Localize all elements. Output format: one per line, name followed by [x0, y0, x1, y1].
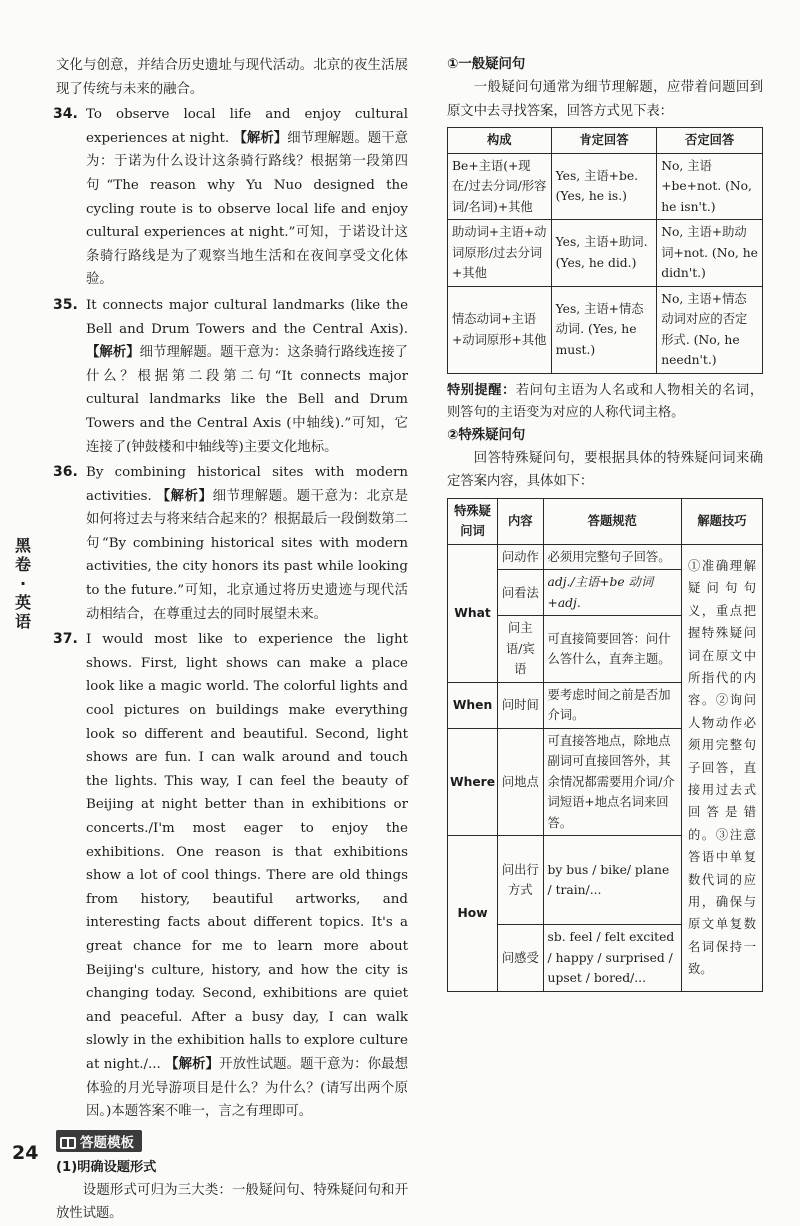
table-cell: Yes, 主语+be. (Yes, he is.) — [551, 153, 657, 220]
table-cell: 可直接答地点，除地点副词可直接回答外，其余情况都需要用介词/介词短语+地点名词来回答。 — [543, 728, 681, 836]
analysis-tag: 【解析】 — [86, 344, 140, 361]
table-cell: 可直接简要回答：问什么答什么，直奔主题。 — [543, 616, 681, 683]
table-header-row — [448, 128, 763, 154]
table-cell: 必须用完整句子回答。 — [543, 544, 681, 570]
question-word-what: What — [448, 544, 498, 682]
section-text: 回答特殊疑问句，要根据具体的特殊疑问词来确定答案内容，具体如下： — [447, 450, 763, 490]
table-cell: 问动作 — [498, 544, 543, 570]
question-word-how: How — [448, 836, 498, 991]
table-row — [448, 220, 763, 287]
general-question-table — [447, 127, 763, 374]
table-cell: adj./主语+be 动词+adj. — [543, 570, 681, 616]
table-header: 否定回答 — [657, 128, 763, 154]
analysis-text: 细节理解题。题干意为：这条骑行路线连接了什么？根据第二段第二句“It connects major cultural landmarks like the Bell and Drum Towers and the Central Axis (中轴线).”可知，它连接了(钟鼓楼和中轴线等)主要文化地标。 — [86, 345, 408, 455]
table-cell: 问时间 — [498, 682, 543, 728]
table-cell: No, 主语+be+not. (No, he isn't.) — [657, 153, 763, 220]
analysis-tag: 【解析】 — [156, 487, 213, 504]
special-note — [447, 380, 763, 425]
section-text: 一般疑问句通常为细节理解题，应带着问题回到原文中去寻找答案，回答方式见下表： — [447, 80, 763, 119]
table-cell: Yes, 主语+助词. (Yes, he did.) — [551, 220, 657, 287]
template-heading — [56, 1130, 142, 1152]
analysis-text: 细节理解题。题干意为：于诺为什么设计这条骑行路线？根据第一段第四句“The reason why Yu Nuo designed the cycling route is to observe local life and enjoy cultural experiences at night.”可知，于诺设计这条骑行路线是为了观察当地生活和在夜间享受文化体验。 — [86, 130, 409, 288]
analysis-tag: 【解析】 — [233, 129, 288, 146]
table-cell: 问出行方式 — [498, 836, 543, 925]
table-header: 答题规范 — [543, 498, 681, 544]
answer-text: To observe local life and enjoy cultural experiences at night. — [86, 107, 408, 146]
analysis-text: 细节理解题。题干意为：北京是如何将过去与将来结合起来的？根据最后一段倒数第二句“By combining historical sites with modern activities, the city honors its past while looking to the future.”可知，北京通过将历史遗迹与现代活动相结合，在尊重过去的同时展望未来。 — [86, 488, 409, 622]
table-cell: 问地点 — [498, 728, 543, 836]
table-cell: 要考虑时间之前是否加介词。 — [543, 682, 681, 728]
table-cell: sb. feel / felt excited / happy / surprised / upset / bored/... — [543, 925, 681, 992]
note-text: 若问句主语为人名或和人物相关的名词，则答句的主语变为对应的人称代词主格。 — [447, 382, 764, 421]
table-header: 构成 — [448, 128, 552, 154]
solving-tips: ①准确理解疑问句句义，重点把握特殊疑问词在原文中所指代的内容。②询问人物动作必须用完整句子回答，直接用过去式回答是错的。③注意答语中单复数代词的应用，确保与原文单复数名词保持一致。 — [681, 544, 762, 991]
special-question-table — [447, 498, 763, 992]
question-number: 34. — [53, 106, 78, 123]
question-35 — [53, 294, 408, 459]
question-number: 37. — [53, 631, 78, 648]
table-cell: Yes, 主语+情态动词. (Yes, he must.) — [551, 286, 657, 373]
analysis-tag: 【解析】 — [165, 1055, 220, 1072]
table-row — [448, 153, 763, 220]
intro-text: 文化与创意，并结合历史遗址与现代活动。北京的夜生活展现了传统与未来的融合。 — [56, 58, 408, 97]
subsection-text: 设题形式可归为三大类：一般疑问句、特殊疑问句和开放性试题。 — [56, 1182, 408, 1222]
table-header: 内容 — [498, 498, 543, 544]
analysis-text: 开放性试题。题干意为：你最想体验的月光导游项目是什么？为什么？(请写出两个原因。)本题答案不唯一，言之有理即可。 — [86, 1056, 409, 1120]
table-cell: 问主语/宾语 — [498, 616, 543, 683]
table-cell: 助动词+主语+动词原形/过去分词+其他 — [448, 220, 552, 287]
left-column — [53, 54, 409, 1226]
table-row — [448, 286, 763, 373]
table-cell: 问感受 — [498, 925, 543, 992]
table-header: 解题技巧 — [681, 498, 762, 544]
answer-text: It connects major cultural landmarks (like the Bell and Drum Towers and the Central Axis). — [86, 297, 408, 337]
table-header: 特殊疑问词 — [448, 498, 498, 544]
section-title-general-question: ①一般疑问句 — [447, 57, 526, 72]
template-title: 答题模板 — [80, 1134, 134, 1151]
answer-text: By combining historical sites with modern activities. — [86, 465, 408, 504]
right-column — [447, 54, 763, 992]
table-header: 肯定回答 — [551, 128, 657, 154]
question-number: 36. — [53, 464, 78, 481]
book-icon — [60, 1137, 76, 1149]
table-cell: 情态动词+主语+动词原形+其他 — [448, 286, 552, 373]
table-cell: Be+主语(+现在/过去分词/形容词/名词)+其他 — [448, 153, 552, 220]
question-34 — [53, 103, 409, 292]
subsection-title: (1)明确设题形式 — [56, 1159, 157, 1175]
table-cell: 问看法 — [498, 570, 543, 616]
note-label: 特别提醒： — [447, 382, 516, 398]
question-word-where: Where — [448, 728, 498, 836]
question-number: 35. — [53, 296, 78, 313]
table-cell: by bus / bike/ plane / train/... — [543, 836, 681, 925]
question-word-when: When — [448, 682, 498, 728]
section-title-special-question: ②特殊疑问句 — [447, 427, 526, 443]
question-36 — [53, 461, 409, 626]
table-cell: No, 主语+情态动词对应的否定形式. (No, he needn't.) — [657, 286, 763, 373]
table-cell: No, 主语+助动词+not. (No, he didn't.) — [657, 220, 763, 287]
question-37 — [53, 628, 409, 1123]
page-number: 24 — [12, 1142, 39, 1164]
table-row — [448, 544, 763, 570]
table-header-row — [448, 498, 763, 544]
side-label: 黑卷 · 英语 — [14, 536, 31, 631]
answer-text: I would most like to experience the light shows. First, light shows can make a place look like a magic world. The colorful lights and cool pictures on buildings make everything look so different and beautiful. Second, light shows are fun. I can walk around and touch the lights. This way, I can feel the beauty of Beijing at night better than in exhibitions or concerts./I'm most eager to enjoy the exhibitions. One reason is that exhibitions show a lot of cool things. There are old things from history, beautiful artworks, and interesting facts about different topics. It's a great chance for me to learn more about Beijing's culture, history, and how the city is changing today. Second, exhibitions are quiet and peaceful. After a busy day, I can walk slowly in the exhibition halls to explore culture at night./... — [86, 632, 408, 1072]
